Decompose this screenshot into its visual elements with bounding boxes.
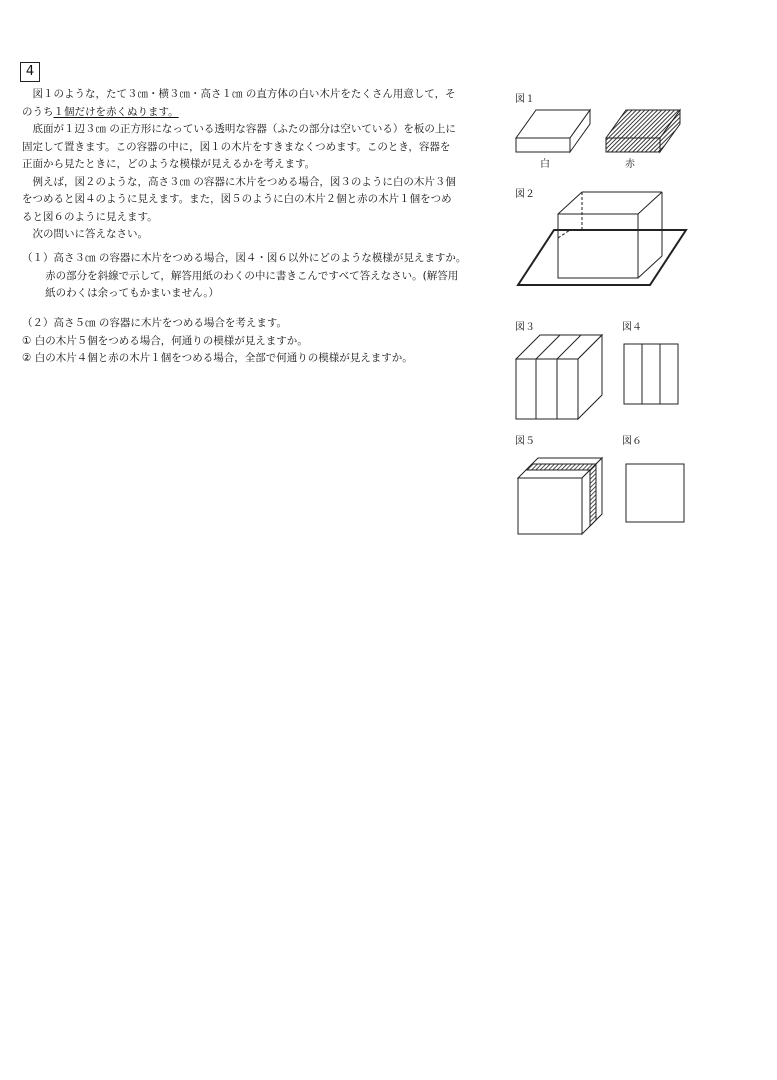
- intro-line: [22, 104, 500, 122]
- figure-1-blocks: [510, 100, 700, 160]
- figure-4-front-view: [620, 340, 690, 410]
- intro-line: 底面が１辺３㎝ の正方形になっている透明な容器（ふたの部分は空いている）を板の上に: [32, 123, 456, 135]
- q2-line: ① 白の木片５個をつめる場合，何通りの模様が見えますか。: [22, 334, 308, 347]
- intro-line: 図１のような，たて３㎝・横３㎝・高さ１㎝ の直方体の白い木片をたくさん用意して，そ: [32, 88, 456, 100]
- intro-line: 固定して置きます。この容器の中に，図１の木片をすきまなくつめます。このとき，容器を: [22, 140, 451, 153]
- q1-line: 赤の部分を斜線で示して，解答用紙のわくの中に書きこんですべて答えなさい。(解答用: [45, 269, 459, 282]
- white-block: [516, 110, 590, 152]
- red-block-label: 赤: [625, 159, 635, 170]
- q2-line: （２）高さ５㎝ の容器に木片をつめる場合を考えます。: [22, 317, 287, 329]
- problem-intro: [22, 86, 500, 244]
- intro-line: 次の問いに答えなさい。: [32, 228, 148, 240]
- q2-line: ② 白の木片４個と赤の木片１個をつめる場合，全部で何通りの模様が見えますか。: [22, 352, 413, 364]
- intro-text: のうち: [22, 105, 54, 118]
- red-block: [606, 110, 680, 152]
- figure-6-front-view: [620, 460, 690, 530]
- figure-2-container: [510, 190, 695, 295]
- figure-5-two-white-one-red: [510, 440, 610, 540]
- intro-line: 例えば，図２のような，高さ３㎝ の容器に木片をつめる場合，図３のように白の木片３個: [32, 175, 456, 188]
- fig2-label: 図２: [515, 189, 535, 200]
- fig3-label: 図３: [515, 322, 535, 333]
- fig4-label: 図４: [622, 322, 642, 333]
- fig6-label: 図６: [622, 436, 642, 447]
- intro-line: をつめると図４のように見えます。また，図５のように白の木片２個と赤の木片１個をつめ: [22, 193, 452, 205]
- fig1-label: 図１: [515, 94, 535, 105]
- figure-3-three-white-blocks: [510, 325, 610, 425]
- intro-line: ると図６のように見えます。: [22, 210, 158, 223]
- question-number: 4: [20, 62, 40, 82]
- question-2: [22, 315, 500, 368]
- q1-line: （１）高さ３㎝ の容器に木片をつめる場合，図４・図６以外にどのような模様が見えますか。: [22, 252, 467, 264]
- transparent-container: [558, 192, 662, 278]
- fig5-label: 図５: [515, 436, 535, 447]
- white-block-label: 白: [540, 159, 550, 170]
- q1-line: 紙のわくは余ってもかまいません。）: [45, 287, 219, 299]
- intro-underlined-text: １個だけを赤くぬります。: [53, 105, 179, 118]
- intro-line: 正面から見たときに，どのような模様が見えるかを考えます。: [22, 158, 316, 170]
- question-1: [22, 250, 500, 303]
